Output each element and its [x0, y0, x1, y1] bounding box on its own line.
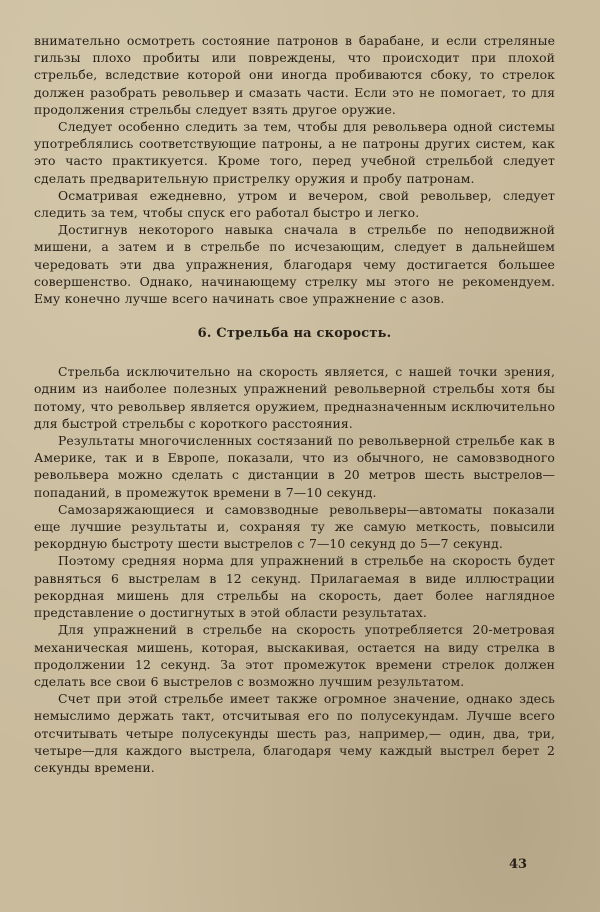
paragraph: Для упражнений в стрельбе на скорость употребляется 20-метровая механическая мишень, которая, выскакивая, остается на виду стрелка в продолжении 12 секунд. За этот промежуток времени стрелок должен сделать все свои 6 выстрелов с возможно лучшим результатом.	[34, 622, 555, 689]
paragraph: внимательно осмотреть состояние патронов в барабане, и если стреляные гильзы плохо пробиты или повреждены, что происходит при плохой стрельбе, вследствие которой они иногда пробиваются сбоку, то стрелок должен разобрать револьвер и смазать части. Если это не помогает, то для продолжения стрельбы следует взять другое оружие.	[34, 33, 555, 117]
paragraph: Достигнув некоторого навыка сначала в стрельбе по неподвижной мишени, а затем и в стрельбе по исчезающим, следует в дальнейшем чередовать эти два упражнения, благодаря чему достигается большее совершенство. Однако, начинающему стрелку мы этого не рекомендуем. Ему конечно лучше всего начинать свое упражнение с азов.	[34, 222, 555, 307]
paragraph: Самозаряжающиеся и самовзводные револьверы—автоматы показали еще лучшие результаты и, сохраняя ту же самую меткость, повысили рекордную быстроту шести выстрелов с 7—10 секунд до 5—7 секунд.	[34, 501, 555, 552]
paragraph: Результаты многочисленных состязаний по револьверной стрельбе как в Америке, так и в Европе, показали, что из обычного, не самовзводного револьвера можно сделать с дистанции в 20 метров шесть выстрелов—попаданий, в промежуток времени в 7—10 секунд.	[34, 433, 555, 500]
paragraph: Счет при этой стрельбе имеет также огромное значение, однако здесь немыслимо держать такт, отсчитывая его по полусекундам. Лучше всего отсчитывать четыре полусекунды шесть раз, например,— один, два, три, четыре—для каждого выстрела, благодаря чему каждый выстрел берет 2 секунды времени.	[34, 691, 555, 775]
section-heading: 6. Стрельба на скорость.	[197, 326, 392, 342]
page-body	[34, 32, 555, 776]
paragraph: Следует особенно следить за тем, чтобы для револьвера одной системы употреблялись соответствующие патроны, а не патроны других систем, как это часто практикуется. Кроме того, перед учебной стрельбой следует сделать предварительную пристрелку оружия и пробу патронам.	[34, 119, 555, 186]
paragraph: Поэтому средняя норма для упражнений в стрельбе на скорость будет равняться 6 выстрелам в 12 секунд. Прилагаемая в виде иллюстрации рекордная мишень для стрельбы на скорость, дает более наглядное представление о достигнутых в этой области результатах.	[34, 553, 555, 621]
paragraph: Стрельба исключительно на скорость является, с нашей точки зрения, одним из наиболее полезных упражнений револьверной стрельбы хотя бы потому, что револьвер является оружием, предназначенным исключительно для быстрой стрельбы с короткого расстояния.	[34, 364, 555, 431]
page-number: 43	[509, 857, 528, 872]
paragraph: Осматривая ежедневно, утром и вечером, свой револьвер, следует следить за тем, чтобы спуск его работал быстро и легко.	[34, 187, 555, 221]
